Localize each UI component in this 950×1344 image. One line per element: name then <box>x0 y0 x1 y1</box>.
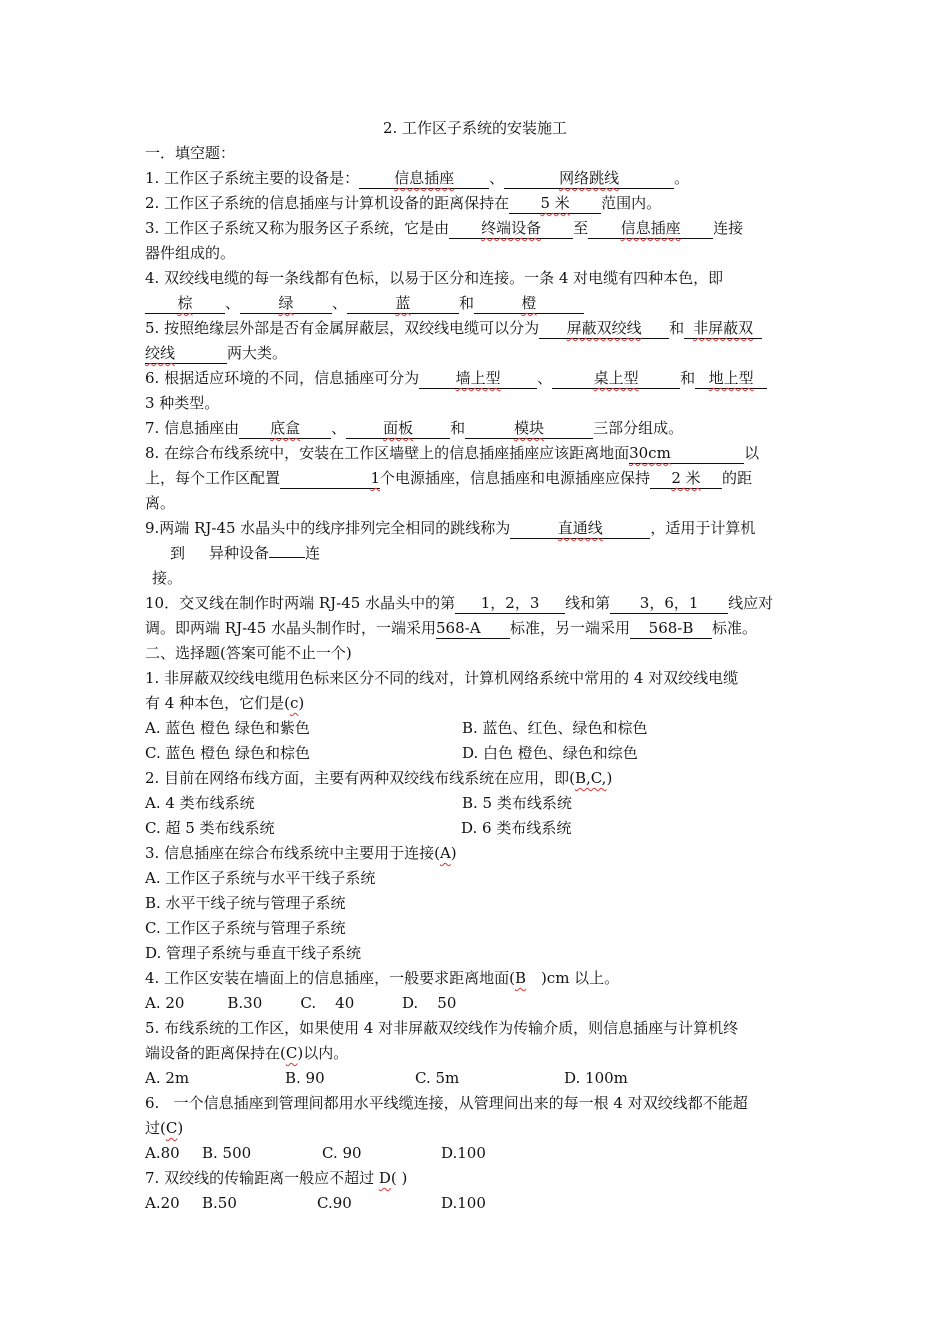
choice-7: 7. 双绞线的传输距离一般应不超过 D( ) <box>145 1169 408 1187</box>
question-8-cont2: 离。 <box>145 494 176 512</box>
answer-blank: 非屏蔽双 <box>684 318 762 339</box>
question-8: 8. 在综合布线系统中，安装在工作区墙壁上的信息插座插座应该距离地面30cm 以 <box>145 444 760 462</box>
question-10-cont: 调。即两端 RJ-45 水晶头制作时，一端采用568-A 标准，另一端采用 568-B 标准。 <box>145 619 758 637</box>
question-5-cont: 绞线 两大类。 <box>145 344 288 362</box>
answer-blank: 绿 <box>240 293 332 314</box>
answer-blank: 棕 <box>145 293 225 314</box>
answer-blank: 屏蔽双绞线 <box>539 318 669 339</box>
answer-blank: 墙上型 <box>419 368 537 389</box>
question-4-answers: 棕 、 绿 、 蓝 和 橙 <box>145 293 810 314</box>
choice-3-option-a: A. 工作区子系统与水平干线子系统 <box>145 869 376 887</box>
choice-5-options: A. 2m B. 90 C. 5m D. 100m <box>145 1069 628 1087</box>
answer-blank: 蓝 <box>347 293 459 314</box>
answer-blank: 地上型 <box>695 368 767 389</box>
choice-4: 4. 工作区安装在墙面上的信息插座，一般要求距离地面(B )cm 以上。 <box>145 969 620 987</box>
answer-blank: 568-A <box>436 618 510 639</box>
question-9-cont: 到 异种设备 连 <box>170 544 321 562</box>
question-7: 7. 信息插座由 底盒 、 面板 和 模块 三部分组成。 <box>145 419 684 437</box>
question-6: 6. 根据适应环境的不同，信息插座可分为 墙上型 、 桌上型 和 地上型 <box>145 368 810 389</box>
answer-blank: 桌上型 <box>552 368 680 389</box>
choice-6: 6. 一个信息插座到管理间都用水平线缆连接，从管理间出来的每一根 4 对双绞线都不能超 <box>145 1094 748 1112</box>
choice-6-options: A.80 B. 500 C. 90 D.100 <box>145 1144 486 1162</box>
choice-1-options-cd: C. 蓝色 橙色 绿色和棕色 D. 白色 橙色、绿色和综色 <box>145 744 638 762</box>
choice-4-options: A. 20 B.30 C. 40 D. 50 <box>145 994 457 1012</box>
choice-answer: B,C, <box>574 769 607 787</box>
answer-blank: 橙 <box>474 293 584 314</box>
question-6-cont: 3 种类型。 <box>145 394 220 412</box>
choice-3: 3. 信息插座在综合布线系统中主要用于连接(A) <box>145 844 457 862</box>
answer-blank: 2 米 <box>650 468 722 489</box>
choice-2-options-cd: C. 超 5 类布线系统 D. 6 类布线系统 <box>145 819 572 837</box>
answer-blank: 1，2，3 <box>455 593 565 614</box>
answer-blank: 5 米 <box>509 193 601 214</box>
question-10: 10．交叉线在制作时两端 RJ-45 水晶头中的第 1，2，3 线和第 3，6，1 线应对 <box>145 594 774 612</box>
question-1: 1. 工作区子系统主要的设备是： 信息插座 、 网络跳线 。 <box>145 169 690 187</box>
choice-answer: c <box>289 694 299 712</box>
choice-5: 5. 布线系统的工作区，如果使用 4 对非屏蔽双绞线作为传输介质，则信息插座与计算机终 <box>145 1019 739 1037</box>
answer-blank: 1 <box>280 468 380 489</box>
question-9: 9.两端 RJ-45 水晶头中的线序排列完全相同的跳线称为 直通线 ，适用于计算机 <box>145 519 756 537</box>
choice-2: 2. 目前在网络布线方面，主要有两种双绞线布线系统在应用，即(B,C,) <box>145 769 613 787</box>
page-title: 2. 工作区子系统的安装施工 <box>382 119 568 137</box>
choice-2-options-ab: A. 4 类布线系统 B. 5 类布线系统 <box>145 794 572 812</box>
choice-3-option-b: B. 水平干线子统与管理子系统 <box>145 894 346 912</box>
choice-1-cont: 有 4 种本色，它们是(c) <box>145 694 305 712</box>
question-8-cont: 上，每个工作区配置 1个电源插座，信息插座和电源插座应保持 2 米 的距 <box>145 469 753 487</box>
choice-answer: A <box>439 844 451 862</box>
question-3: 3. 工作区子系统又称为服务区子系统，它是由 终端设备 至 信息插座 连接 <box>145 219 744 237</box>
answer-blank: 信息插座 <box>359 168 489 189</box>
question-2: 2. 工作区子系统的信息插座与计算机设备的距离保持在 5 米 范围内。 <box>145 194 662 212</box>
choice-answer: D <box>378 1169 391 1187</box>
choice-1-options-ab: A. 蓝色 橙色 绿色和紫色 B. 蓝色、红色、绿色和棕色 <box>145 719 648 737</box>
answer-blank: 模块 <box>465 418 593 439</box>
answer-blank: 绞线 <box>145 343 227 364</box>
section-multiple-choice: 二、选择题(答案可能不止一个) <box>145 644 352 662</box>
question-3-cont: 器件组成的。 <box>145 244 236 262</box>
answer-blank: 网络跳线 <box>504 168 674 189</box>
choice-5-cont: 端设备的距离保持在(C)以内。 <box>145 1044 349 1062</box>
answer-blank: 信息插座 <box>588 218 713 239</box>
choice-answer: C <box>165 1119 178 1137</box>
answer-blank: 直通线 <box>510 518 650 539</box>
choice-answer: B <box>514 969 526 987</box>
choice-answer: C <box>285 1044 298 1062</box>
answer-blank: 面板 <box>346 418 450 439</box>
choice-3-option-c: C. 工作区子系统与管理子系统 <box>145 919 346 937</box>
question-4: 4. 双绞线电缆的每一条线都有色标，以易于区分和连接。一条 4 对电缆有四种本色，即 <box>145 269 724 287</box>
choice-1: 1. 非屏蔽双绞线电缆用色标来区分不同的线对，计算机网络系统中常用的 4 对双绞线电缆 <box>145 669 739 687</box>
choice-3-option-d: D. 管理子系统与垂直干线子系统 <box>145 944 362 962</box>
question-5: 5. 按照绝缘层外部是否有金属屏蔽层，双绞线电缆可以分为 屏蔽双绞线 和 非屏蔽双 <box>145 318 810 339</box>
answer-blank: 30cm <box>629 443 744 464</box>
section-fill-blank: 一．填空题： <box>145 144 236 162</box>
answer-blank: 终端设备 <box>449 218 573 239</box>
question-9-cont2: 接。 <box>152 569 183 587</box>
answer-blank: 568-B <box>630 618 712 639</box>
answer-blank: 3，6，1 <box>610 593 728 614</box>
choice-6-cont: 过(C) <box>145 1119 184 1137</box>
answer-blank: 底盒 <box>239 418 331 439</box>
choice-7-options: A.20 B.50 C.90 D.100 <box>145 1194 486 1212</box>
